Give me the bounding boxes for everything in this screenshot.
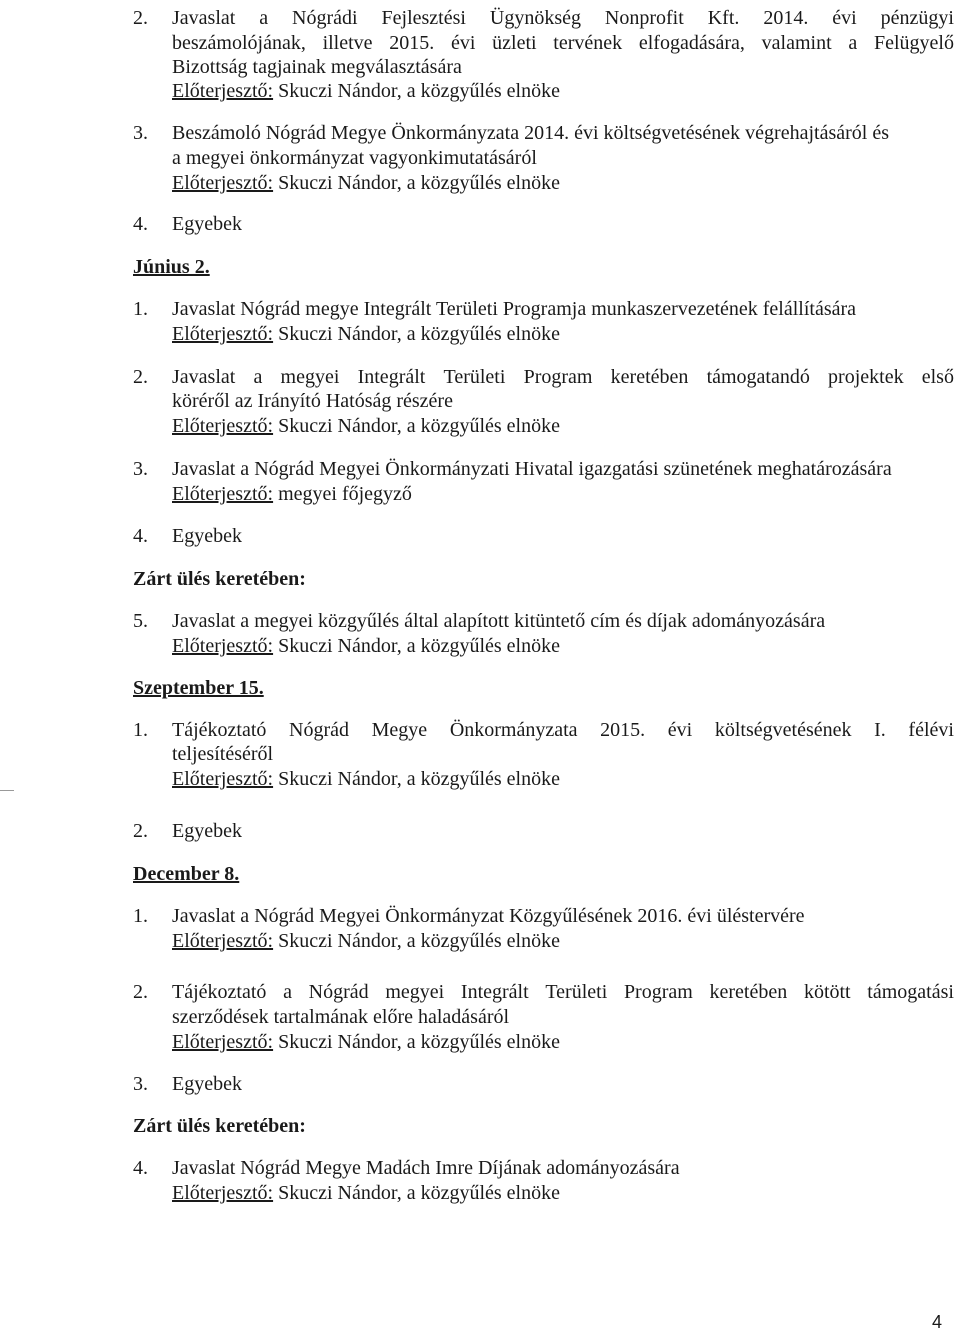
word: 2015.	[389, 32, 435, 54]
presenter-name: Skuczi Nándor, a közgyűlés elnöke	[278, 172, 560, 194]
word: Tájékoztató	[172, 981, 267, 1003]
presenter-label: Előterjesztő:	[172, 635, 274, 657]
word: Felügyelő	[873, 32, 954, 54]
word: támogatandó	[706, 366, 810, 388]
word: a	[253, 366, 263, 388]
item-number: 2.	[133, 366, 148, 388]
item-number: 3.	[133, 122, 148, 144]
item-text-line: Javaslat Nógrád Megye Madách Imre Díjának adományozására	[172, 1157, 680, 1179]
item-text-line	[172, 720, 954, 740]
item-text-line: köréről az Irányító Hatóság részére	[172, 390, 453, 412]
word: Nógrád	[308, 981, 369, 1003]
word: beszámolójának,	[172, 32, 306, 54]
word: Nógrádi	[292, 7, 358, 29]
word: Ügynökség	[489, 7, 581, 29]
word: projektek	[828, 366, 904, 388]
presenter-name: Skuczi Nándor, a közgyűlés elnöke	[278, 80, 560, 102]
presenter-name: Skuczi Nándor, a közgyűlés elnöke	[278, 323, 560, 345]
item-text-line	[172, 367, 954, 387]
word: évi	[832, 7, 857, 29]
presenter-line	[172, 1183, 560, 1203]
item-text-line: Javaslat a Nógrád Megyei Önkormányzat Közgyűlésének 2016. évi üléstervére	[172, 905, 805, 927]
word: Tájékoztató	[172, 719, 267, 741]
presenter-name: megyei főjegyző	[278, 483, 412, 505]
word: Nógrád	[289, 719, 350, 741]
item-text-line	[172, 982, 954, 1002]
word: Önkormányzata	[449, 719, 578, 741]
presenter-line	[172, 769, 560, 789]
item-text-line: teljesítéséről	[172, 743, 274, 765]
page-number: 4	[932, 1312, 943, 1332]
word: kötött	[803, 981, 851, 1003]
presenter-name: Skuczi Nándor, a közgyűlés elnöke	[278, 635, 560, 657]
closed-session-heading: Zárt ülés keretében:	[133, 1115, 306, 1137]
presenter-line	[172, 173, 560, 193]
item-number: 4.	[133, 525, 148, 547]
presenter-label: Előterjesztő:	[172, 323, 274, 345]
item-text-line: a megyei önkormányzat vagyonkimutatásáról	[172, 147, 537, 169]
section-heading: Szeptember 15.	[133, 677, 264, 699]
section-heading: December 8.	[133, 863, 240, 885]
item-number: 1.	[133, 905, 148, 927]
word: megyei	[385, 981, 445, 1003]
presenter-line	[172, 931, 560, 951]
item-text-line: Bizottság tagjainak megválasztására	[172, 56, 462, 78]
item-number: 4.	[133, 1157, 148, 1179]
word: I.	[874, 719, 886, 741]
presenter-name: Skuczi Nándor, a közgyűlés elnöke	[278, 1182, 560, 1204]
word: a	[283, 981, 292, 1003]
word: Területi	[545, 981, 608, 1003]
word: elfogadására,	[638, 32, 745, 54]
presenter-label: Előterjesztő:	[172, 768, 274, 790]
item-number: 1.	[133, 298, 148, 320]
presenter-line	[172, 81, 560, 101]
word: Nonprofit	[604, 7, 684, 29]
presenter-name: Skuczi Nándor, a közgyűlés elnöke	[278, 415, 560, 437]
section-heading: Június 2.	[133, 256, 210, 278]
item-text-line: Egyebek	[172, 525, 242, 547]
word: üzleti	[492, 32, 537, 54]
item-text-line: Javaslat Nógrád megye Integrált Területi Programja munkaszervezetének felállítására	[172, 298, 857, 320]
word: költségvetésének	[714, 719, 852, 741]
item-number: 2.	[133, 820, 148, 842]
presenter-line	[172, 636, 560, 656]
item-number: 5.	[133, 610, 148, 632]
word: évi	[450, 32, 476, 54]
item-text-line: Javaslat a Nógrád Megyei Önkormányzati Hivatal igazgatási szünetének meghatározására	[172, 458, 892, 480]
closed-session-heading: Zárt ülés keretében:	[133, 568, 306, 590]
presenter-line	[172, 484, 412, 504]
word: Integrált	[357, 366, 426, 388]
word: 2014.	[763, 7, 809, 29]
item-number: 3.	[133, 458, 148, 480]
word: 2015.	[600, 719, 646, 741]
word: keretében	[610, 366, 689, 388]
word: évi	[667, 719, 693, 741]
word: Fejlesztési	[381, 7, 466, 29]
word: Megye	[371, 719, 428, 741]
item-text-line: Egyebek	[172, 1073, 242, 1095]
item-text-line	[172, 33, 954, 53]
word: Javaslat	[172, 7, 236, 29]
item-number: 4.	[133, 213, 148, 235]
word: Integrált	[460, 981, 529, 1003]
word: illetve	[322, 32, 373, 54]
word: a	[848, 32, 858, 54]
word: Program	[623, 981, 693, 1003]
word: pénzügyi	[880, 7, 954, 29]
presenter-name: Skuczi Nándor, a közgyűlés elnöke	[278, 768, 560, 790]
presenter-label: Előterjesztő:	[172, 483, 274, 505]
presenter-label: Előterjesztő:	[172, 1031, 274, 1053]
item-text-line: Egyebek	[172, 213, 242, 235]
word: valamint	[761, 32, 832, 54]
presenter-label: Előterjesztő:	[172, 172, 274, 194]
word: tervének	[553, 32, 623, 54]
item-number: 3.	[133, 1073, 148, 1095]
item-text-line: szerződések tartalmának előre haladásáról	[172, 1006, 510, 1028]
presenter-line	[172, 416, 560, 436]
word: megyei	[280, 366, 340, 388]
word: Javaslat	[172, 366, 236, 388]
presenter-line	[172, 324, 560, 344]
presenter-label: Előterjesztő:	[172, 1182, 274, 1204]
presenter-line	[172, 1032, 560, 1052]
presenter-label: Előterjesztő:	[172, 930, 274, 952]
word: keretében	[709, 981, 788, 1003]
word: a	[259, 7, 269, 29]
word: támogatási	[867, 981, 954, 1003]
presenter-name: Skuczi Nándor, a közgyűlés elnöke	[278, 930, 560, 952]
item-number: 2.	[133, 981, 148, 1003]
item-text-line: Javaslat a megyei közgyűlés által alapított kitüntető cím és díjak adományozására	[172, 610, 826, 632]
item-number: 1.	[133, 719, 148, 741]
word: Program	[523, 366, 593, 388]
item-text-line: Beszámoló Nógrád Megye Önkormányzata 2014. évi költségvetésének végrehajtásáról és	[172, 122, 889, 144]
margin-mark	[0, 790, 14, 791]
item-number: 2.	[133, 7, 148, 29]
word: Kft.	[707, 7, 740, 29]
presenter-label: Előterjesztő:	[172, 415, 274, 437]
word: Területi	[443, 366, 506, 388]
item-text-line	[172, 8, 954, 28]
presenter-label: Előterjesztő:	[172, 80, 274, 102]
word: első	[921, 366, 954, 388]
word: félévi	[908, 719, 954, 741]
item-text-line: Egyebek	[172, 820, 242, 842]
presenter-name: Skuczi Nándor, a közgyűlés elnöke	[278, 1031, 560, 1053]
